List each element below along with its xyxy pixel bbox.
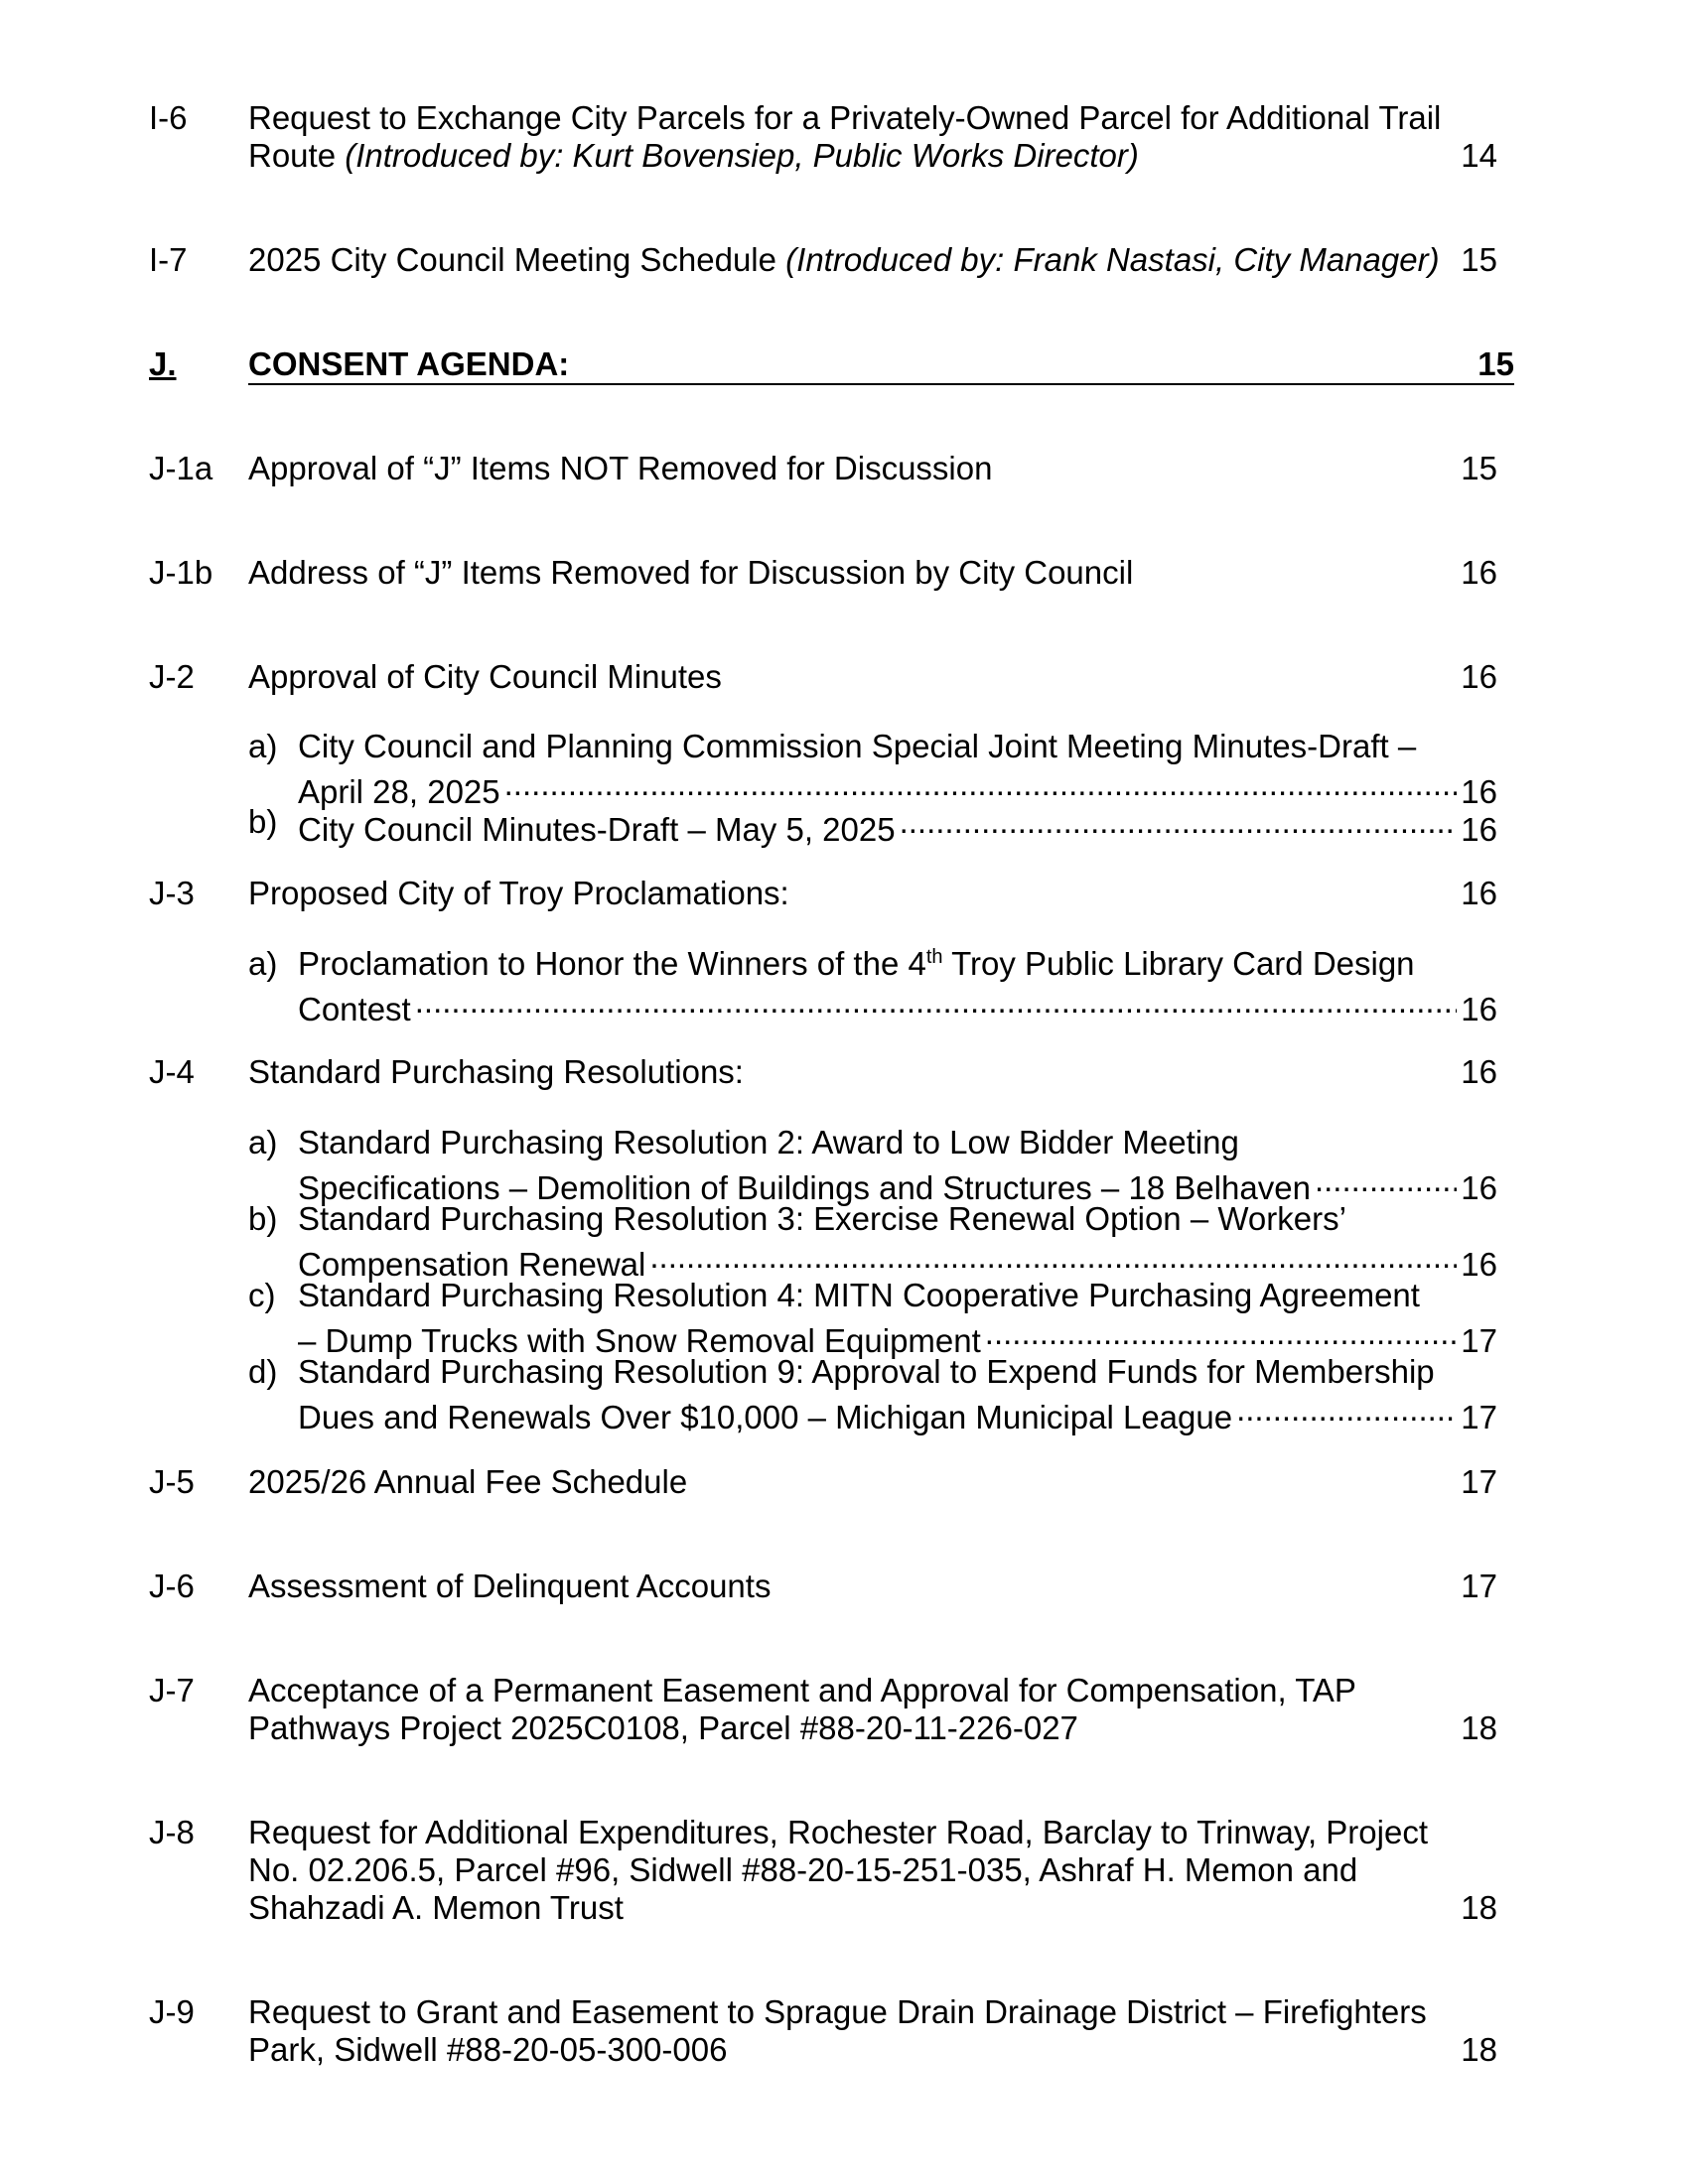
- item-title-line: [248, 137, 1470, 175]
- sub-item-line: Standard Purchasing Resolution 9: Approval to Expend Funds for Membership: [298, 1353, 1435, 1390]
- page-number: 18: [1461, 2031, 1497, 2068]
- sub-item-body: [298, 1277, 1497, 1360]
- item-number: J-1b: [149, 554, 213, 591]
- item-number: J-4: [149, 1053, 195, 1090]
- item-title-line: Shahzadi A. Memon Trust: [248, 1889, 624, 1926]
- dot-leader: [504, 765, 1458, 803]
- page-number: 16: [1461, 875, 1497, 911]
- sub-item-body: [298, 945, 1497, 1028]
- item-title: Approval of “J” Items NOT Removed for Discussion: [248, 450, 993, 486]
- introduced-by: (Introduced by: Frank Nastasi, City Manager): [785, 241, 1440, 278]
- page-number: 15: [1461, 241, 1497, 278]
- sub-item-leader-line: [298, 803, 1497, 849]
- page-number: 15: [1461, 450, 1497, 486]
- sub-item-body: [298, 803, 1497, 849]
- sub-item-line: Standard Purchasing Resolution 4: MITN Cooperative Purchasing Agreement: [298, 1277, 1420, 1313]
- sub-item-line: [298, 945, 1497, 983]
- page-number: 17: [1461, 1399, 1497, 1435]
- item-number: J-1a: [149, 450, 213, 486]
- sub-item-line: April 28, 2025: [298, 773, 500, 810]
- item-title-text: 2025 City Council Meeting Schedule: [248, 241, 786, 278]
- sub-item-line: Standard Purchasing Resolution 3: Exercise Renewal Option – Workers’: [298, 1200, 1346, 1237]
- dot-leader: [649, 1238, 1457, 1276]
- sub-item-letter: a): [248, 1124, 278, 1160]
- section-title: CONSENT AGENDA:: [248, 345, 570, 382]
- item-title-line: [248, 241, 1470, 279]
- sub-item-letter: b): [248, 1200, 278, 1237]
- page-number: 17: [1461, 1322, 1497, 1359]
- sub-item-line: City Council and Planning Commission Special Joint Meeting Minutes-Draft –: [298, 728, 1417, 764]
- sub-item-letter: c): [248, 1277, 276, 1313]
- section-page-number: 15: [1477, 345, 1514, 382]
- ordinal-suffix: th: [925, 946, 943, 968]
- sub-item-text: Proclamation to Honor the Winners of the 4: [298, 945, 926, 982]
- introduced-by: (Introduced by: Kurt Bovensiep, Public Works Director): [345, 137, 1139, 174]
- page-number: 16: [1461, 811, 1497, 848]
- item-number: J-8: [149, 1814, 195, 1850]
- item-number: J-9: [149, 1993, 195, 2030]
- item-title-line: Request to Grant and Easement to Sprague Drain Drainage District – Firefighters: [248, 1993, 1427, 2030]
- sub-item-letter: a): [248, 945, 278, 982]
- section-title-rule: [248, 345, 1514, 385]
- item-number: J-7: [149, 1672, 195, 1708]
- sub-item-letter: a): [248, 728, 278, 764]
- dot-leader: [1315, 1161, 1457, 1199]
- page-number: 14: [1461, 137, 1497, 174]
- item-number: J-2: [149, 658, 195, 695]
- item-title: Assessment of Delinquent Accounts: [248, 1568, 772, 1604]
- page-number: 17: [1461, 1568, 1497, 1604]
- item-title-line: Acceptance of a Permanent Easement and Approval for Compensation, TAP: [248, 1672, 1356, 1708]
- item-title: Standard Purchasing Resolutions:: [248, 1053, 744, 1090]
- sub-item-line: – Dump Trucks with Snow Removal Equipment: [298, 1322, 981, 1359]
- page-number: 18: [1461, 1889, 1497, 1926]
- dot-leader: [900, 803, 1458, 841]
- dot-leader: [1236, 1391, 1457, 1429]
- item-title-line: Request for Additional Expenditures, Rochester Road, Barclay to Trinway, Project: [248, 1814, 1428, 1850]
- dot-leader: [415, 983, 1458, 1021]
- sub-item-letter: d): [248, 1353, 278, 1390]
- item-title: Proposed City of Troy Proclamations:: [248, 875, 789, 911]
- sub-item-body: [298, 1200, 1497, 1284]
- item-title-line: Park, Sidwell #88-20-05-300-006: [248, 2031, 728, 2068]
- item-title-line: Pathways Project 2025C0108, Parcel #88-20-11-226-027: [248, 1709, 1078, 1746]
- page-number: 16: [1461, 991, 1497, 1027]
- page-number: 17: [1461, 1463, 1497, 1500]
- item-title: Address of “J” Items Removed for Discussion by City Council: [248, 554, 1134, 591]
- item-title-line: No. 02.206.5, Parcel #96, Sidwell #88-20-15-251-035, Ashraf H. Memon and: [248, 1851, 1358, 1888]
- item-number: J-5: [149, 1463, 195, 1500]
- page-number: 16: [1461, 1246, 1497, 1283]
- item-title: Approval of City Council Minutes: [248, 658, 722, 695]
- sub-item-leader-line: [298, 983, 1497, 1028]
- page-number: 16: [1461, 554, 1497, 591]
- item-title-line: Request to Exchange City Parcels for a Privately-Owned Parcel for Additional Trail: [248, 99, 1442, 136]
- sub-item-line: City Council Minutes-Draft – May 5, 2025: [298, 811, 896, 848]
- item-title: 2025/26 Annual Fee Schedule: [248, 1463, 688, 1500]
- page-number: 16: [1461, 773, 1497, 810]
- sub-item-body: [298, 1124, 1497, 1207]
- sub-item-line: Compensation Renewal: [298, 1246, 646, 1283]
- sub-item-line: Contest: [298, 991, 411, 1027]
- sub-item-line: Standard Purchasing Resolution 2: Award to Low Bidder Meeting: [298, 1124, 1239, 1160]
- section-number: J.: [149, 345, 177, 382]
- sub-item-body: [298, 728, 1497, 811]
- page-number: 18: [1461, 1709, 1497, 1746]
- item-number: I-6: [149, 99, 188, 136]
- sub-item-line: Specifications – Demolition of Buildings and Structures – 18 Belhaven: [298, 1169, 1311, 1206]
- sub-item-line: Dues and Renewals Over $10,000 – Michigan Municipal League: [298, 1399, 1233, 1435]
- item-number: J-6: [149, 1568, 195, 1604]
- page-number: 16: [1461, 658, 1497, 695]
- page-number: 16: [1461, 1053, 1497, 1090]
- sub-item-body: [298, 1353, 1497, 1436]
- sub-item-letter: b): [248, 803, 278, 840]
- item-number: I-7: [149, 241, 188, 278]
- sub-item-leader-line: [298, 1391, 1497, 1436]
- page-number: 16: [1461, 1169, 1497, 1206]
- sub-item-text: Troy Public Library Card Design: [942, 945, 1415, 982]
- item-number: J-3: [149, 875, 195, 911]
- dot-leader: [985, 1314, 1458, 1352]
- item-title-text: Route: [248, 137, 346, 174]
